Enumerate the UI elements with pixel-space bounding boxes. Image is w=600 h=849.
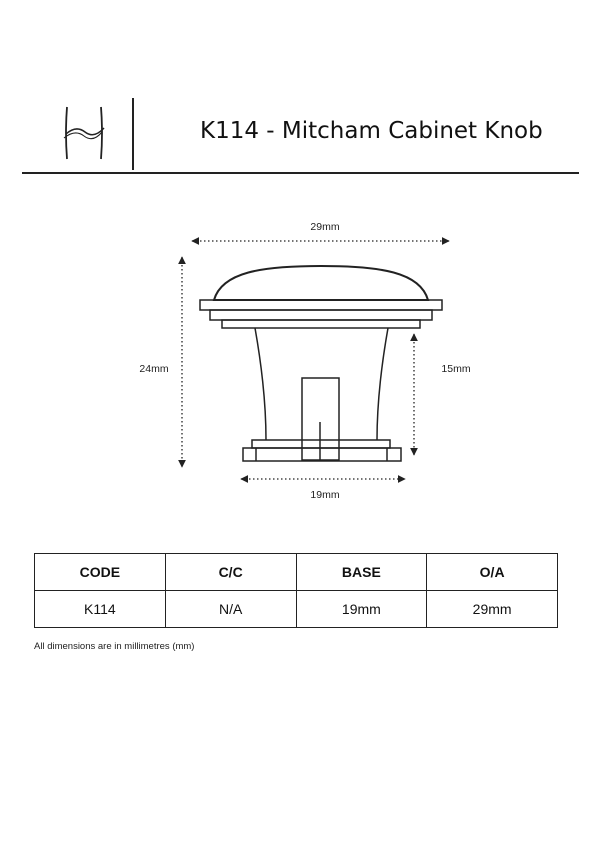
column-header-base: BASE xyxy=(296,554,427,591)
overall-width-label: 29mm xyxy=(310,221,340,233)
cell-code: K114 xyxy=(35,591,166,628)
dimensions-note: All dimensions are in millimetres (mm) xyxy=(34,641,195,652)
header-rule xyxy=(22,172,579,174)
dimension-lines xyxy=(182,241,449,479)
knob-technical-drawing xyxy=(64,188,536,528)
overall-height-label: 24mm xyxy=(139,363,169,375)
knob-outline xyxy=(200,266,442,461)
cell-base: 19mm xyxy=(296,591,427,628)
specs-table xyxy=(34,553,558,628)
column-header-code: CODE xyxy=(35,554,166,591)
table-header-row xyxy=(35,554,558,591)
column-header-oa: O/A xyxy=(427,554,558,591)
table-row xyxy=(35,591,558,628)
header-divider xyxy=(132,98,134,170)
stem-height-label: 15mm xyxy=(441,363,471,375)
column-header-cc: C/C xyxy=(165,554,296,591)
cell-cc: N/A xyxy=(165,591,296,628)
h-monogram-icon xyxy=(58,103,110,163)
cell-oa: 29mm xyxy=(427,591,558,628)
base-width-label: 19mm xyxy=(310,489,340,501)
page-title: K114 - Mitcham Cabinet Knob xyxy=(200,118,543,144)
